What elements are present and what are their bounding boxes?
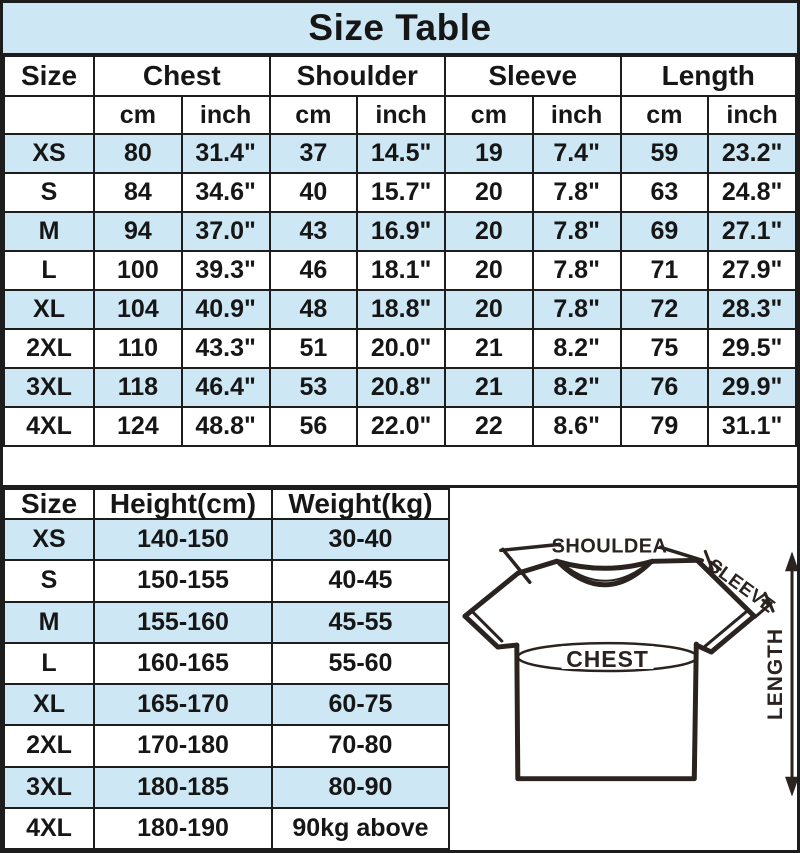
unit-header: cm [445, 96, 533, 134]
table-cell: 15.7" [357, 173, 445, 212]
fit-header-size: Size [4, 489, 94, 519]
table-cell: 165-170 [94, 684, 272, 725]
collar-top-arc [557, 561, 653, 568]
chest-label: CHEST [566, 646, 649, 673]
table-cell: 20.8" [357, 368, 445, 407]
table-cell: 60-75 [272, 684, 449, 725]
left-sleeve-outer-edge [465, 573, 518, 616]
table-cell: 8.2" [533, 368, 621, 407]
group-header-sleeve: Sleeve [445, 56, 621, 96]
table-cell: 55-60 [272, 643, 449, 684]
table-cell: 100 [94, 251, 182, 290]
table-cell: 24.8" [708, 173, 796, 212]
unit-header: inch [357, 96, 445, 134]
unit-header-row [4, 96, 796, 134]
row-size-label: S [4, 173, 94, 212]
row-size-label: XS [4, 134, 94, 173]
row-size-label: M [4, 602, 94, 643]
table-cell: 80 [94, 134, 182, 173]
fit-header-row [4, 489, 449, 519]
table-cell: 180-190 [94, 808, 272, 849]
table-cell: 48 [270, 290, 358, 329]
table-cell: 20 [445, 212, 533, 251]
table-cell: 79 [621, 407, 709, 446]
table-cell: 7.4" [533, 134, 621, 173]
table-cell: 75 [621, 329, 709, 368]
table-cell: 51 [270, 329, 358, 368]
table-cell: 69 [621, 212, 709, 251]
tshirt-diagram-svg [450, 488, 797, 850]
table-row [4, 684, 449, 725]
fit-header-height: Height(cm) [94, 489, 272, 519]
group-header-chest: Chest [94, 56, 270, 96]
table-row [4, 329, 796, 368]
table-cell: 45-55 [272, 602, 449, 643]
length-label: LENGTH [764, 627, 788, 720]
table-row [4, 251, 796, 290]
table-cell: 7.8" [533, 290, 621, 329]
table-cell: 72 [621, 290, 709, 329]
table-cell: 8.6" [533, 407, 621, 446]
table-cell: 20 [445, 290, 533, 329]
table-cell: 140-150 [94, 519, 272, 560]
table-cell: 84 [94, 173, 182, 212]
table-row [4, 519, 449, 560]
row-size-label: 2XL [4, 329, 94, 368]
table-row [4, 643, 449, 684]
left-shoulder-seam [518, 561, 557, 573]
unit-header: inch [182, 96, 270, 134]
table-row [4, 212, 796, 251]
table-row [4, 173, 796, 212]
title-bar [3, 3, 797, 55]
table-cell: 40 [270, 173, 358, 212]
table-cell: 16.9" [357, 212, 445, 251]
unit-header: cm [270, 96, 358, 134]
unit-header: inch [533, 96, 621, 134]
table-cell: 80-90 [272, 767, 449, 808]
table-row [4, 602, 449, 643]
table-cell: 22 [445, 407, 533, 446]
table-cell: 31.4" [182, 134, 270, 173]
table-cell: 27.1" [708, 212, 796, 251]
table-cell: 63 [621, 173, 709, 212]
table-row [4, 725, 449, 766]
table-cell: 71 [621, 251, 709, 290]
table-cell: 20 [445, 173, 533, 212]
bottom-section [3, 485, 797, 850]
tshirt-measurement-diagram [450, 488, 797, 850]
table-cell: 70-80 [272, 725, 449, 766]
table-cell: 34.6" [182, 173, 270, 212]
table-cell: 18.8" [357, 290, 445, 329]
table-cell: 31.1" [708, 407, 796, 446]
table-cell: 104 [94, 290, 182, 329]
group-header-length: Length [621, 56, 797, 96]
table-cell: 20.0" [357, 329, 445, 368]
table-row [4, 808, 449, 849]
table-cell: 110 [94, 329, 182, 368]
height-weight-table [3, 488, 450, 850]
row-size-label: XS [4, 519, 94, 560]
size-column-header: Size [4, 56, 94, 96]
table-cell: 21 [445, 329, 533, 368]
table-cell: 40-45 [272, 560, 449, 601]
table-cell: 155-160 [94, 602, 272, 643]
unit-header: cm [94, 96, 182, 134]
table-row [4, 134, 796, 173]
row-size-label: XL [4, 684, 94, 725]
table-row [4, 290, 796, 329]
table-cell: 94 [94, 212, 182, 251]
table-cell: 76 [621, 368, 709, 407]
row-size-label: 2XL [4, 725, 94, 766]
table-cell: 29.9" [708, 368, 796, 407]
table-cell: 23.2" [708, 134, 796, 173]
unit-header: inch [708, 96, 796, 134]
table-cell: 170-180 [94, 725, 272, 766]
size-table [3, 55, 797, 447]
table-cell: 90kg above [272, 808, 449, 849]
table-cell: 37 [270, 134, 358, 173]
row-size-label: 4XL [4, 407, 94, 446]
table-cell: 43 [270, 212, 358, 251]
length-arrow-up-icon [785, 551, 797, 571]
sleeve-label: SLEEVE [703, 555, 779, 618]
table-gap [3, 447, 797, 485]
row-size-label: 4XL [4, 808, 94, 849]
right-shoulder-seam [652, 560, 697, 561]
table-cell: 118 [94, 368, 182, 407]
table-cell: 14.5" [357, 134, 445, 173]
table-cell: 8.2" [533, 329, 621, 368]
table-cell: 22.0" [357, 407, 445, 446]
table-cell: 48.8" [182, 407, 270, 446]
table-cell: 21 [445, 368, 533, 407]
unit-header: cm [621, 96, 709, 134]
group-header-shoulder: Shoulder [270, 56, 446, 96]
table-row [4, 560, 449, 601]
row-size-label: 3XL [4, 368, 94, 407]
fit-header-weight: Weight(kg) [272, 489, 449, 519]
table-cell: 180-185 [94, 767, 272, 808]
table-cell: 7.8" [533, 251, 621, 290]
empty-corner-cell [4, 96, 94, 134]
chest-measure [518, 643, 697, 672]
table-cell: 59 [621, 134, 709, 173]
table-row [4, 368, 796, 407]
table-cell: 40.9" [182, 290, 270, 329]
group-header-row [4, 56, 796, 96]
page-title: Size Table [308, 7, 492, 48]
length-arrow-down-icon [785, 777, 797, 797]
table-cell: 46.4" [182, 368, 270, 407]
table-cell: 150-155 [94, 560, 272, 601]
table-cell: 7.8" [533, 212, 621, 251]
shoulder-label: SHOULDEA [551, 535, 668, 558]
table-cell: 20 [445, 251, 533, 290]
sleeve-measure [704, 551, 779, 617]
row-size-label: S [4, 560, 94, 601]
table-cell: 18.1" [357, 251, 445, 290]
table-cell: 160-165 [94, 643, 272, 684]
table-cell: 19 [445, 134, 533, 173]
table-cell: 124 [94, 407, 182, 446]
table-cell: 37.0" [182, 212, 270, 251]
table-cell: 53 [270, 368, 358, 407]
length-measure [764, 551, 797, 796]
row-size-label: L [4, 251, 94, 290]
table-row [4, 407, 796, 446]
table-cell: 28.3" [708, 290, 796, 329]
table-cell: 7.8" [533, 173, 621, 212]
table-cell: 56 [270, 407, 358, 446]
row-size-label: L [4, 643, 94, 684]
table-cell: 43.3" [182, 329, 270, 368]
table-cell: 39.3" [182, 251, 270, 290]
table-row [4, 767, 449, 808]
table-cell: 29.5" [708, 329, 796, 368]
table-cell: 46 [270, 251, 358, 290]
row-size-label: M [4, 212, 94, 251]
table-cell: 30-40 [272, 519, 449, 560]
row-size-label: XL [4, 290, 94, 329]
row-size-label: 3XL [4, 767, 94, 808]
table-cell: 27.9" [708, 251, 796, 290]
